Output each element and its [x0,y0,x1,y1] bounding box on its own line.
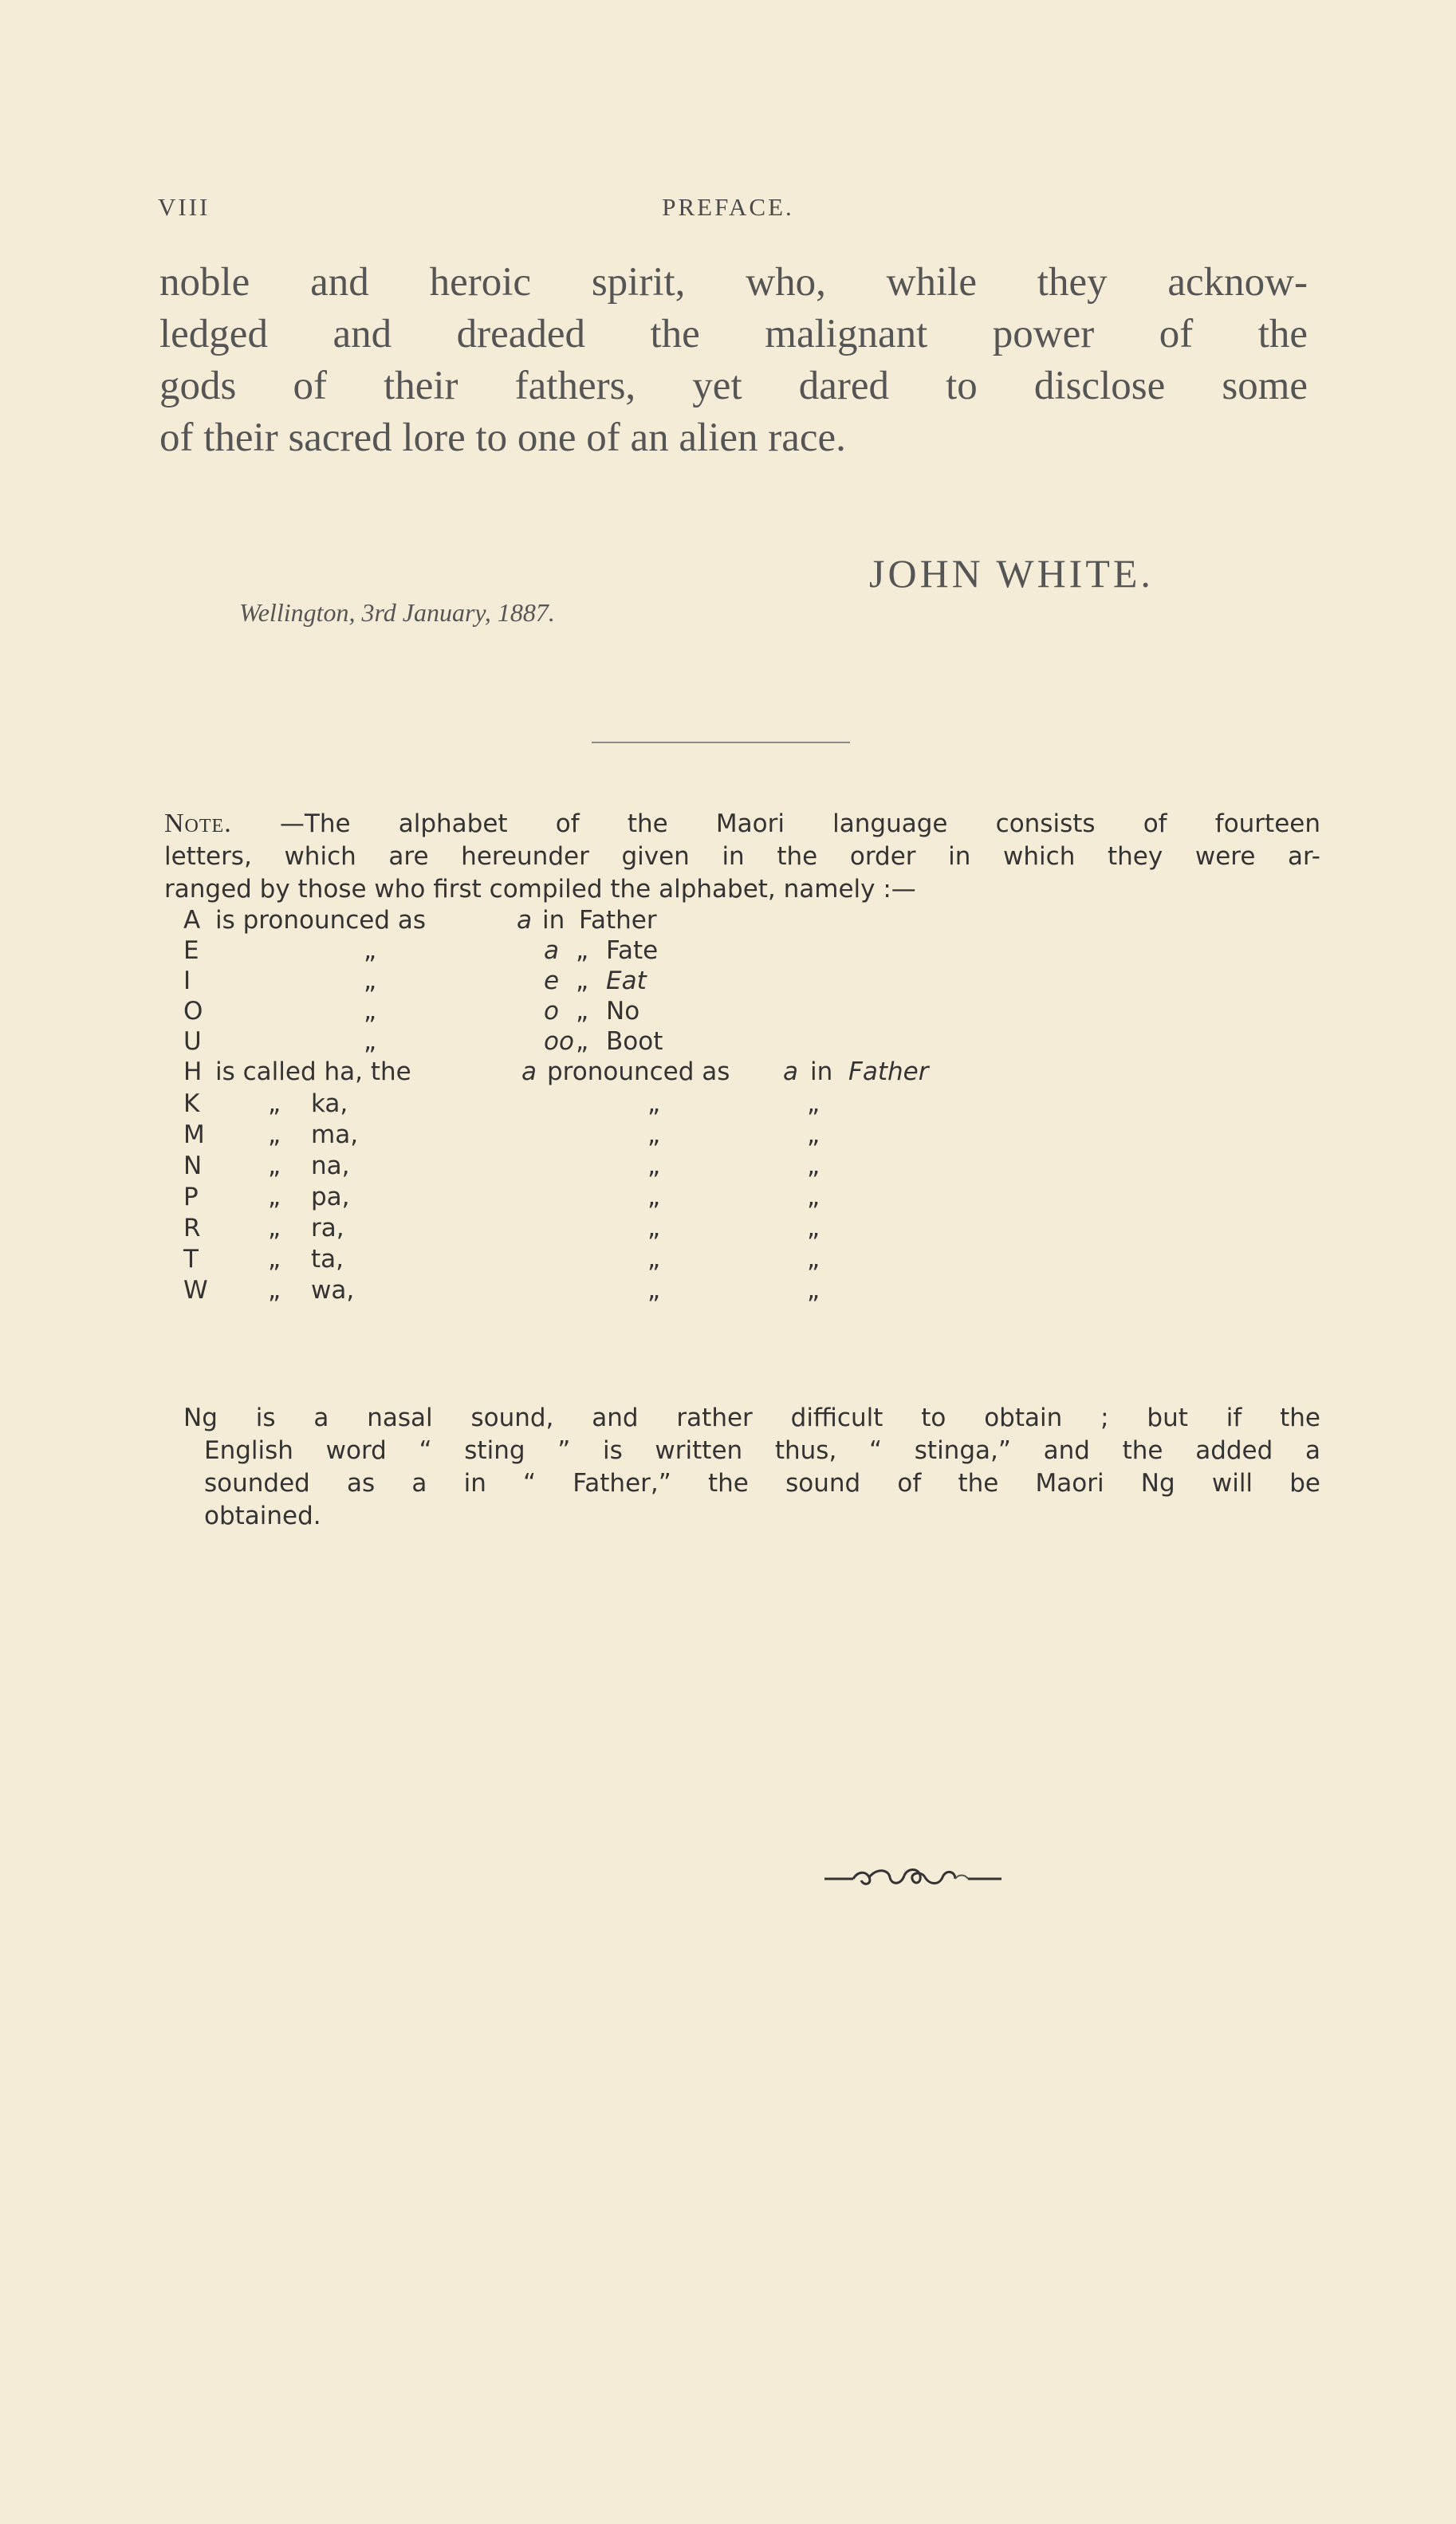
consonant-ditto: „ [268,1245,281,1274]
tailpiece-ornament [821,1863,1005,1892]
running-head-title: PREFACE. [662,193,794,221]
vowel-ditto: „ [364,1027,377,1056]
consonant-ditto: „ [807,1183,820,1211]
vowel-ditto: „ [576,936,589,965]
note-line [164,807,1320,841]
consonant-syllable: ra, [311,1214,344,1242]
ng-paragraph [164,1402,1320,1533]
consonant-ditto: „ [647,1245,661,1274]
vowel-ditto: „ [364,936,377,965]
consonant-letter: P [183,1183,199,1211]
section-divider [592,742,850,743]
consonant-letter: T [183,1245,199,1274]
vowel-in: in [542,906,565,935]
vowel-sound: e [544,967,560,995]
vowel-ditto: „ [576,1027,589,1056]
consonant-list [183,1057,1300,1313]
consonant-ditto: „ [647,1276,661,1305]
vowel-sound: a [544,936,559,965]
consonant-ditto: „ [647,1152,661,1180]
consonant-letter: H [183,1057,203,1086]
consonant-ditto: „ [268,1183,281,1211]
consonant-ditto: „ [647,1214,661,1242]
note-line-text: —The alphabet of the Maori language consists of fourteen [279,809,1320,838]
vowel-ditto: „ [364,967,377,995]
consonant-ditto: „ [807,1152,820,1180]
page-number: VIII [158,193,211,221]
vowel-ditto: „ [576,997,589,1026]
consonant-ditto: „ [807,1276,820,1305]
consonant-syllable: na, [311,1152,350,1180]
consonant-letter: M [183,1120,205,1149]
preface-line: noble and heroic spirit, who, while they acknow- [159,260,1308,305]
consonant-syllable: wa, [311,1276,355,1305]
running-head [158,193,1298,225]
consonant-syllable: ta, [311,1245,344,1274]
consonant-letter: W [183,1276,208,1305]
consonant-ditto: „ [807,1089,820,1118]
vowel-word: No [606,997,640,1026]
consonant-ditto: „ [268,1089,281,1118]
consonant-intro-text2: pronounced as [547,1057,730,1086]
consonant-letter: R [183,1214,201,1242]
note-heading: Note. [164,809,232,838]
preface-line: of their sacred lore to one of an alien race. [159,415,846,460]
consonant-ditto: „ [268,1214,281,1242]
vowel-letter: U [183,1027,202,1056]
vowel-ditto: „ [364,997,377,1026]
consonant-ditto: „ [807,1245,820,1274]
vowel-letter: I [183,967,191,995]
preface-paragraph [159,257,1308,464]
consonant-ditto: „ [268,1276,281,1305]
consonant-letter: N [183,1152,203,1180]
vowel-word: Fate [606,936,659,965]
note-paragraph [164,807,1320,906]
consonant-syllable: ma, [311,1120,359,1149]
consonant-ditto: „ [268,1152,281,1180]
vowel-letter: A [183,906,201,935]
vowel-letter: E [183,936,199,965]
consonant-letter: K [183,1089,200,1118]
consonant-intro-sound2: a [783,1057,798,1086]
consonant-ditto: „ [647,1183,661,1211]
vowel-sound: a [517,906,532,935]
consonant-ditto: „ [807,1120,820,1149]
ng-line: obtained. [204,1502,321,1530]
consonant-ditto: „ [807,1214,820,1242]
ng-line: sounded as a in “ Father,” the sound of the Maori Ng will be [204,1469,1320,1498]
vowel-word: Eat [606,967,647,995]
note-line: letters, which are hereunder given in the order in which they were ar- [164,842,1320,871]
consonant-syllable: pa, [311,1183,350,1211]
ng-line: English word “ sting ” is written thus, “ stinga,” and the added a [204,1436,1320,1465]
consonant-intro-text3: in [810,1057,833,1086]
consonant-ditto: „ [647,1089,661,1118]
vowel-ditto: „ [576,967,589,995]
place-date: Wellington, 3rd January, 1887. [239,598,555,627]
vowel-verb: is pronounced as [215,906,427,935]
preface-line: ledged and dreaded the malignant power of the [159,312,1308,356]
consonant-syllable: ka, [311,1089,348,1118]
consonant-ditto: „ [268,1120,281,1149]
vowel-sound: oo [544,1027,574,1056]
ng-line: Ng is a nasal sound, and rather difficult to obtain ; but if the [183,1404,1320,1432]
consonant-intro-text: is called ha, the [215,1057,411,1086]
consonant-intro-sound: a [521,1057,537,1086]
consonant-intro-word: Father [848,1057,929,1086]
vowel-word: Father [579,906,657,935]
preface-line: gods of their fathers, yet dared to disclose some [159,364,1308,408]
author-signature: JOHN WHITE. [869,551,1154,596]
vowel-sound: o [544,997,559,1026]
consonant-ditto: „ [647,1120,661,1149]
vowel-list [183,906,1300,1065]
vowel-word: Boot [606,1027,663,1056]
note-line: ranged by those who first compiled the alphabet, namely :— [164,875,916,904]
vowel-letter: O [183,997,203,1026]
